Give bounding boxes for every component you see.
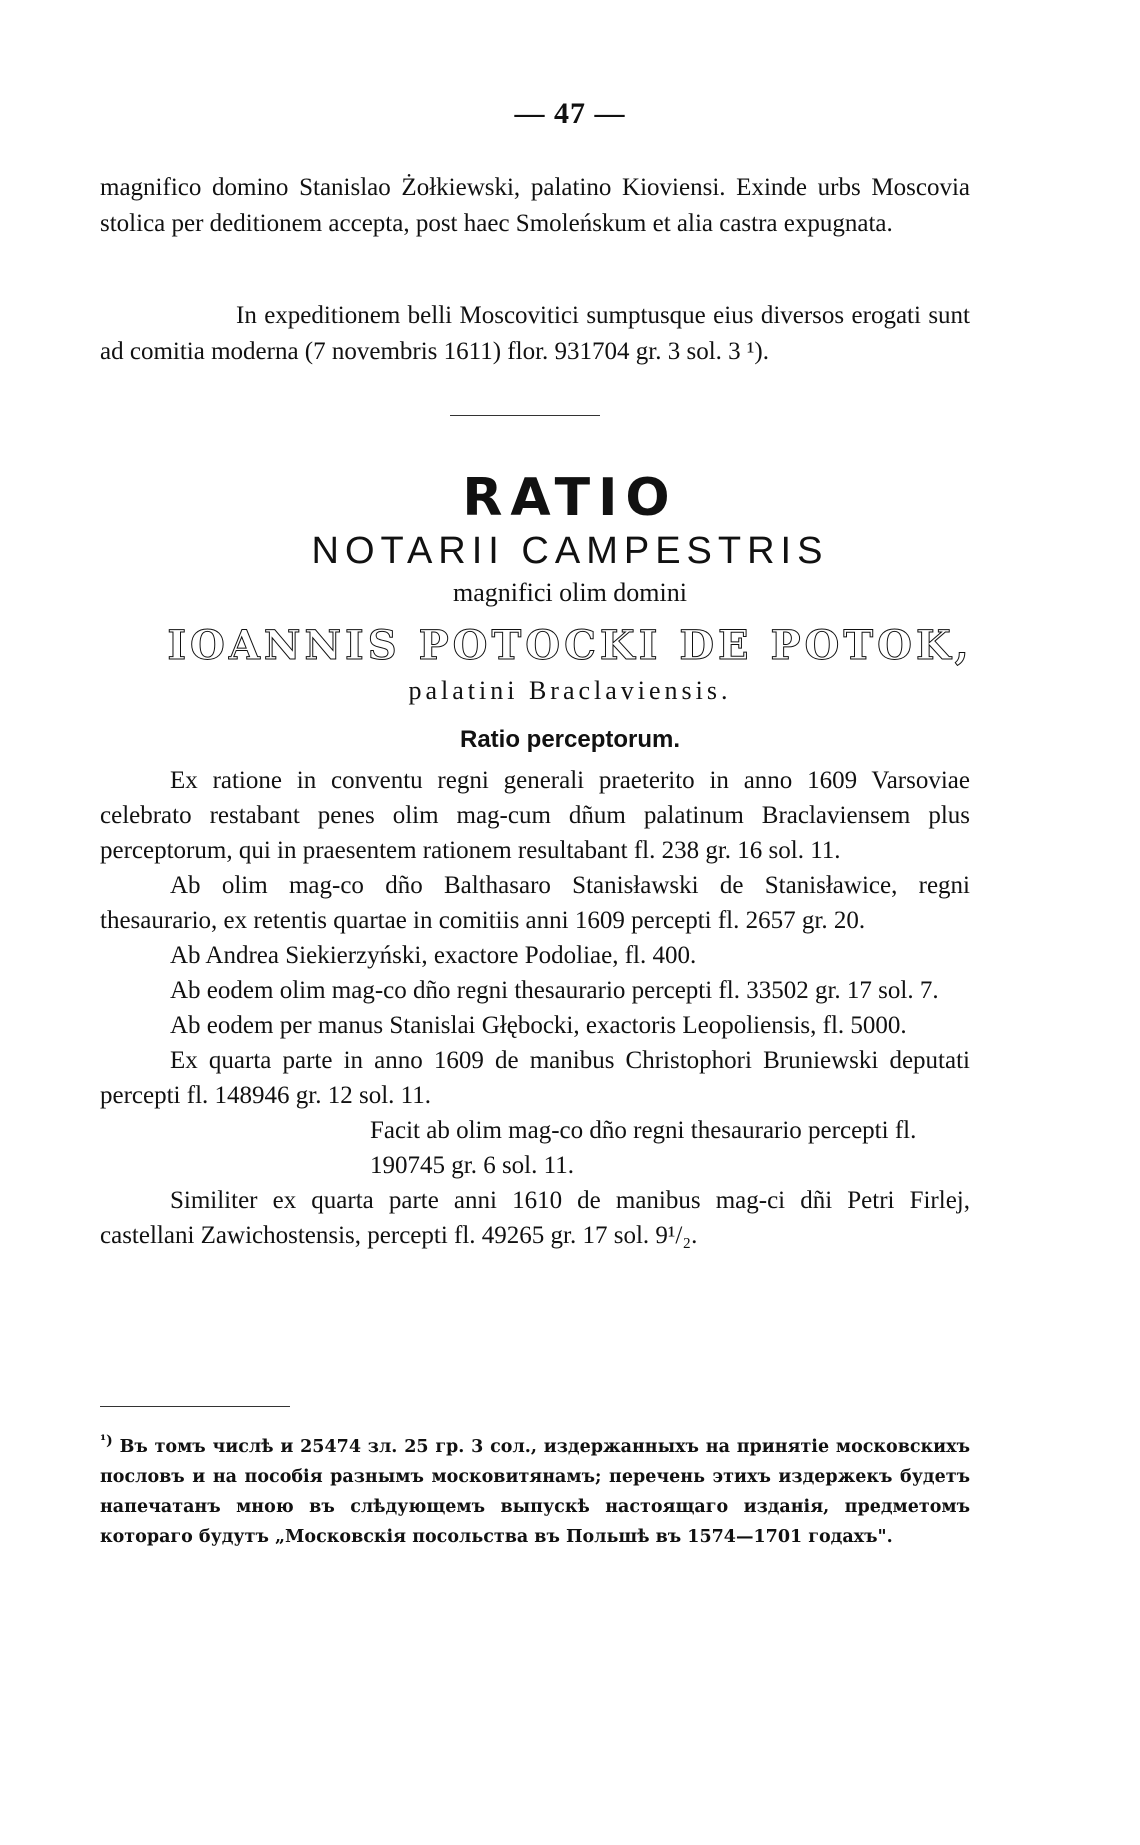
paragraph-continuation: magnifico domino Stanislao Żołkiewski, palatino Kioviensi. Exinde urbs Moscovia stolica per deditionem accepta, post haec Smoleńskum et alia castra expugnata. bbox=[100, 174, 970, 237]
heading-name: IOANNIS POTOCKI DE POTOK, bbox=[167, 622, 973, 669]
ledger-entry: Ab eodem olim mag-co dño regni thesaurario percepti fl. 33502 gr. 17 sol. 7. bbox=[170, 977, 939, 1004]
ledger-entry: Ex quarta parte in anno 1609 de manibus Christophori Bruniewski deputati percepti fl. 148946 gr. 12 sol. 11. bbox=[100, 1047, 970, 1109]
heading-palatini: palatini Braclaviensis. bbox=[408, 676, 732, 705]
footnote-mark: ¹) bbox=[100, 1433, 113, 1449]
heading-magnifici: magnifici olim domini bbox=[453, 578, 687, 607]
footnote bbox=[100, 1426, 970, 1552]
paragraph-expedition: In expeditionem belli Moscovitici sumptusque eius diversos erogati sunt ad comitia moderna (7 novembris 1611) flor. 931704 gr. 3 sol. 3 ¹). bbox=[100, 302, 970, 365]
heading-notarii-campestris: NOTARII CAMPESTRIS bbox=[311, 530, 829, 572]
ledger-entry: Ex ratione in conventu regni generali praeterito in anno 1609 Varsoviae celebrato restabant penes olim mag-cum dñum palatinum Braclaviensem plus perceptorum, qui in praesentem rationem resultabant fl. 238 gr. 16 sol. 11. bbox=[100, 767, 970, 864]
ledger-entry: Ab olim mag-co dño Balthasaro Stanisławski de Stanisławice, regni thesaurario, ex retentis quartae in comitiis anni 1609 percepti fl. 2657 gr. 20. bbox=[100, 872, 970, 934]
subheading-ratio-perceptorum: Ratio perceptorum. bbox=[459, 726, 681, 753]
footnote-divider bbox=[100, 1406, 290, 1407]
ledger-total: Facit ab olim mag-co dño regni thesaurario percepti fl. 190745 gr. 6 sol. 11. bbox=[370, 1117, 917, 1179]
section-divider bbox=[450, 415, 600, 416]
ledger-entries bbox=[100, 763, 970, 1253]
ledger-entry: Similiter ex quarta parte anni 1610 de manibus mag-ci dñi Petri Firlej, castellani Zawichostensis, percepti fl. 49265 gr. 17 sol. 9¹/₂. bbox=[100, 1187, 970, 1249]
ledger-entry: Ab Andrea Siekierzyński, exactore Podoliae, fl. 400. bbox=[170, 942, 697, 969]
page-number: — 47 — bbox=[514, 97, 626, 130]
heading-ratio: RATIO bbox=[462, 468, 678, 528]
footnote-text: Въ томъ числѣ и 25474 зл. 25 гр. 3 сол., издержанныхъ на принятіе московскихъ пословъ и на пособія разнымъ московитянамъ; перечень этихъ издержекъ будетъ напечатанъ мною въ слѣдующемъ выпускѣ настоящаго изданія, предметомъ котораго будутъ „Московскія посольства въ Польшѣ въ 1574—1701 годахъ". bbox=[100, 1436, 971, 1547]
ledger-entry: Ab eodem per manus Stanislai Głębocki, exactoris Leopoliensis, fl. 5000. bbox=[170, 1012, 907, 1039]
